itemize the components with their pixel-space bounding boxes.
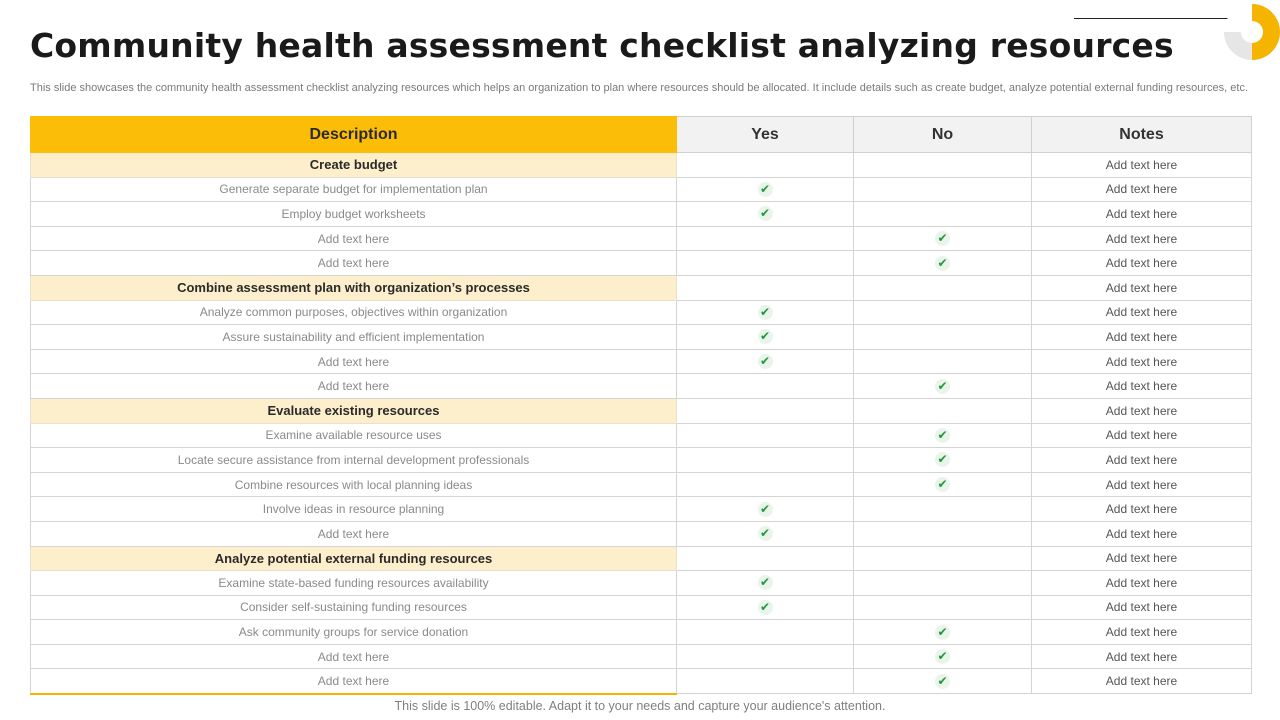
notes-cell[interactable]: Add text here [1032,398,1252,423]
yes-cell [677,177,854,202]
checkmark-icon: ✔ [935,477,950,492]
no-cell [854,325,1032,350]
checkmark-icon: ✔ [758,502,773,517]
table-row [31,325,1252,350]
slide-footer: This slide is 100% editable. Adapt it to your needs and capture your audience's attention. [394,699,886,713]
yes-cell [677,521,854,546]
no-cell [854,226,1032,251]
item-description: Add text here [31,374,677,399]
notes-cell[interactable]: Add text here [1032,497,1252,522]
item-description: Add text here [31,644,677,669]
checkmark-icon: ✔ [935,674,950,689]
table-row [31,251,1252,276]
notes-cell[interactable]: Add text here [1032,153,1252,178]
no-cell [854,546,1032,571]
notes-cell[interactable]: Add text here [1032,202,1252,227]
no-cell [854,423,1032,448]
no-cell [854,374,1032,399]
yes-cell [677,398,854,423]
decorative-circle-icon [1224,4,1280,60]
no-cell [854,448,1032,473]
table-row [31,472,1252,497]
checkmark-icon: ✔ [935,231,950,246]
yes-cell [677,325,854,350]
no-cell [854,349,1032,374]
item-description: Employ budget worksheets [31,202,677,227]
notes-cell[interactable]: Add text here [1032,251,1252,276]
yes-cell [677,202,854,227]
yes-cell [677,300,854,325]
notes-cell[interactable]: Add text here [1032,595,1252,620]
notes-cell[interactable]: Add text here [1032,521,1252,546]
column-header-notes: Notes [1032,117,1252,153]
section-row [31,546,1252,571]
no-cell [854,177,1032,202]
no-cell [854,521,1032,546]
yes-cell [677,448,854,473]
item-description: Involve ideas in resource planning [31,497,677,522]
item-description: Combine resources with local planning ideas [31,472,677,497]
notes-cell[interactable]: Add text here [1032,423,1252,448]
yes-cell [677,153,854,178]
no-cell [854,571,1032,596]
notes-cell[interactable]: Add text here [1032,275,1252,300]
column-header-no: No [854,117,1032,153]
checkmark-icon: ✔ [935,625,950,640]
table-row [31,349,1252,374]
yes-cell [677,595,854,620]
checkmark-icon: ✔ [935,649,950,664]
table-row [31,177,1252,202]
slide-subtitle: This slide showcases the community health assessment checklist analyzing resources which helps an organization to plan where resources should be allocated. It include details such as create budget, analyze potential external funding resources, etc. [30,82,1249,94]
notes-cell[interactable]: Add text here [1032,325,1252,350]
checkmark-icon: ✔ [758,354,773,369]
table-row [31,497,1252,522]
checkmark-icon: ✔ [758,182,773,197]
yes-cell [677,546,854,571]
notes-cell[interactable]: Add text here [1032,226,1252,251]
item-description: Add text here [31,349,677,374]
yes-cell [677,472,854,497]
checkmark-icon: ✔ [758,206,773,221]
checkmark-icon: ✔ [935,452,950,467]
item-description: Add text here [31,251,677,276]
table-row [31,669,1252,694]
table-row [31,644,1252,669]
item-description: Add text here [31,669,677,694]
section-title: Analyze potential external funding resources [31,546,677,571]
yes-cell [677,571,854,596]
yes-cell [677,251,854,276]
section-title: Evaluate existing resources [31,398,677,423]
item-description: Examine available resource uses [31,423,677,448]
section-title: Combine assessment plan with organization’s processes [31,275,677,300]
table-row [31,521,1252,546]
no-cell [854,251,1032,276]
item-description: Locate secure assistance from internal development professionals [31,448,677,473]
no-cell [854,595,1032,620]
table-header-row [31,117,1252,153]
yes-cell [677,620,854,645]
yes-cell [677,349,854,374]
no-cell [854,644,1032,669]
notes-cell[interactable]: Add text here [1032,374,1252,399]
no-cell [854,300,1032,325]
notes-cell[interactable]: Add text here [1032,349,1252,374]
item-description: Assure sustainability and efficient implementation [31,325,677,350]
item-description: Generate separate budget for implementation plan [31,177,677,202]
no-cell [854,275,1032,300]
no-cell [854,398,1032,423]
column-header-description: Description [31,117,677,153]
notes-cell[interactable]: Add text here [1032,571,1252,596]
checkmark-icon: ✔ [758,526,773,541]
item-description: Ask community groups for service donation [31,620,677,645]
notes-cell[interactable]: Add text here [1032,448,1252,473]
column-header-yes: Yes [677,117,854,153]
yes-cell [677,423,854,448]
notes-cell[interactable]: Add text here [1032,546,1252,571]
no-cell [854,472,1032,497]
section-title: Create budget [31,153,677,178]
notes-cell[interactable]: Add text here [1032,620,1252,645]
yes-cell [677,669,854,694]
checkmark-icon: ✔ [758,575,773,590]
table-row [31,226,1252,251]
item-description: Examine state-based funding resources availability [31,571,677,596]
no-cell [854,669,1032,694]
checkmark-icon: ✔ [935,379,950,394]
yes-cell [677,497,854,522]
item-description: Add text here [31,521,677,546]
no-cell [854,153,1032,178]
notes-cell[interactable]: Add text here [1032,300,1252,325]
table-row [31,300,1252,325]
checkmark-icon: ✔ [758,329,773,344]
no-cell [854,620,1032,645]
notes-cell[interactable]: Add text here [1032,669,1252,694]
yes-cell [677,644,854,669]
checkmark-icon: ✔ [758,305,773,320]
checkmark-icon: ✔ [935,256,950,271]
table-row [31,423,1252,448]
item-description: Consider self-sustaining funding resources [31,595,677,620]
section-row [31,398,1252,423]
slide-title: Community health assessment checklist analyzing resources [30,26,1174,65]
notes-cell[interactable]: Add text here [1032,177,1252,202]
table-row [31,620,1252,645]
yes-cell [677,226,854,251]
yes-cell [677,275,854,300]
checkmark-icon: ✔ [758,600,773,615]
table-row [31,202,1252,227]
checkmark-icon: ✔ [935,428,950,443]
yes-cell [677,374,854,399]
checklist-table [30,116,1252,695]
no-cell [854,202,1032,227]
section-row [31,275,1252,300]
section-row [31,153,1252,178]
notes-cell[interactable]: Add text here [1032,472,1252,497]
item-description: Analyze common purposes, objectives within organization [31,300,677,325]
no-cell [854,497,1032,522]
table-row [31,595,1252,620]
notes-cell[interactable]: Add text here [1032,644,1252,669]
table-row [31,374,1252,399]
item-description: Add text here [31,226,677,251]
table-row [31,448,1252,473]
table-row [31,571,1252,596]
